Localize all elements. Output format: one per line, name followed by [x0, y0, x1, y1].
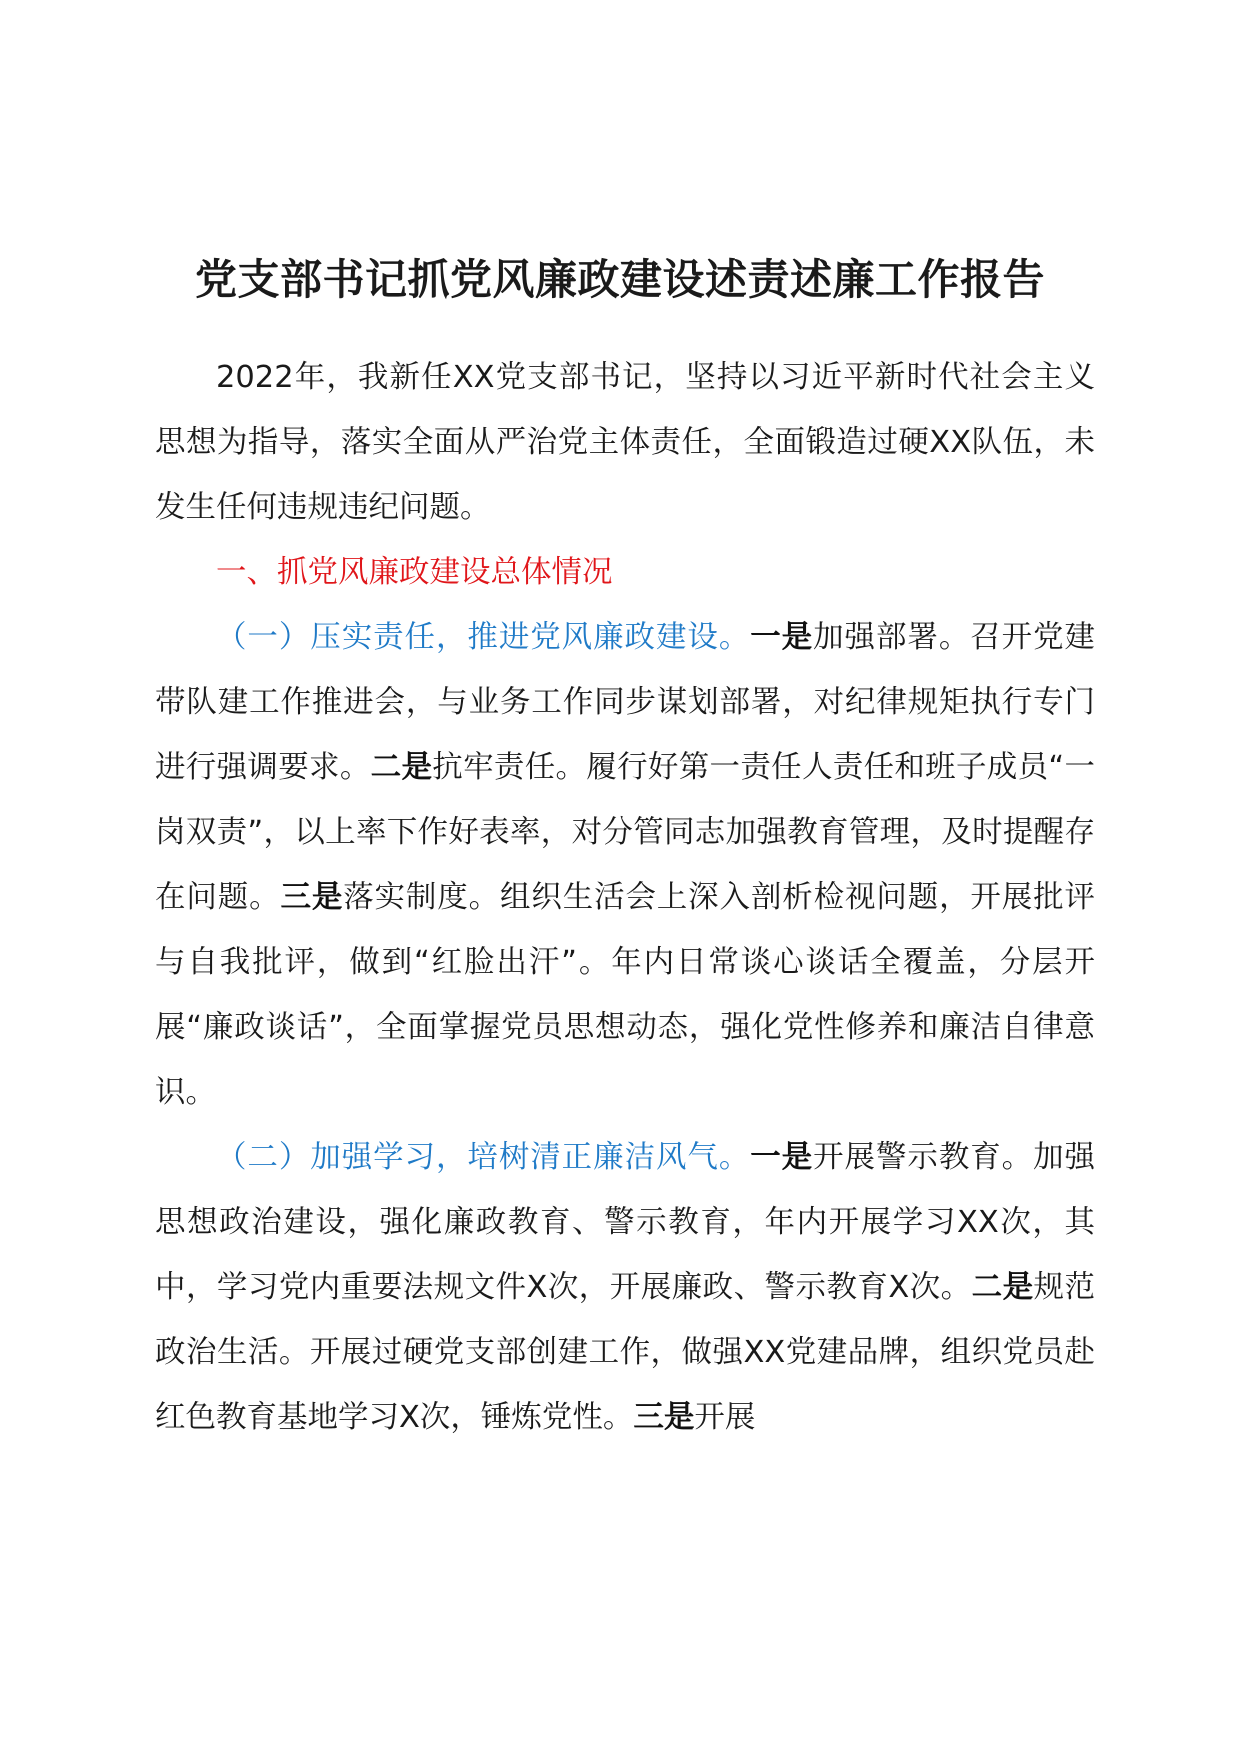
item-text: 抗牢责任。履行好第一责任人责任和班子成员“一岗双责”，以上率下作好表率，对分管同志加强教育管理，及时提醒存在问题。 [155, 750, 1096, 915]
section-heading-text: 一、抓党风廉政建设总体情况 [216, 555, 613, 590]
item-text: 开展警示教育。加强思想政治建设，强化廉政教育、警示教育，年内开展学习XX次，其中，学习党内重要法规文件X次，开展廉政、警示教育X次。 [155, 1140, 1096, 1305]
item-marker: 二是 [370, 750, 433, 785]
document-title: 党支部书记抓党风廉政建设述责述廉工作报告 [194, 255, 1045, 304]
section-heading [155, 540, 1095, 605]
document-body [155, 345, 1095, 1450]
item-text: 落实制度。组织生活会上深入剖析检视问题，开展批评与自我批评，做到“红脸出汗”。年内日常谈心谈话全覆盖，分层开展“廉政谈话”，全面掌握党员思想动态，强化党性修养和廉洁自律意识。 [155, 880, 1096, 1110]
subsection-1-paragraph [155, 605, 1095, 1125]
intro-paragraph: 2022年，我新任XX党支部书记，坚持以习近平新时代社会主义思想为指导，落实全面从严治党主体责任，全面锻造过硬XX队伍，未发生任何违规违纪问题。 [155, 360, 1095, 525]
subsection-1-heading: （一）压实责任，推进党风廉政建设。 [216, 620, 751, 655]
item-text: 加强部署。召开党建带队建工作推进会，与业务工作同步谋划部署，对纪律规矩执行专门进行强调要求。 [155, 620, 1096, 785]
item-marker: 三是 [633, 1400, 695, 1435]
subsection-2-heading: （二）加强学习，培树清正廉洁风气。 [216, 1140, 751, 1175]
item-marker: 一是 [750, 1140, 814, 1175]
item-marker: 二是 [971, 1270, 1034, 1305]
item-text: 开展 [694, 1400, 756, 1435]
item-marker: 三是 [280, 880, 344, 915]
item-marker: 一是 [750, 620, 814, 655]
item-text: 规范政治生活。开展过硬党支部创建工作，做强XX党建品牌，组织党员赴红色教育基地学习X次，锤炼党性。 [155, 1270, 1096, 1435]
subsection-2-paragraph [155, 1125, 1095, 1450]
